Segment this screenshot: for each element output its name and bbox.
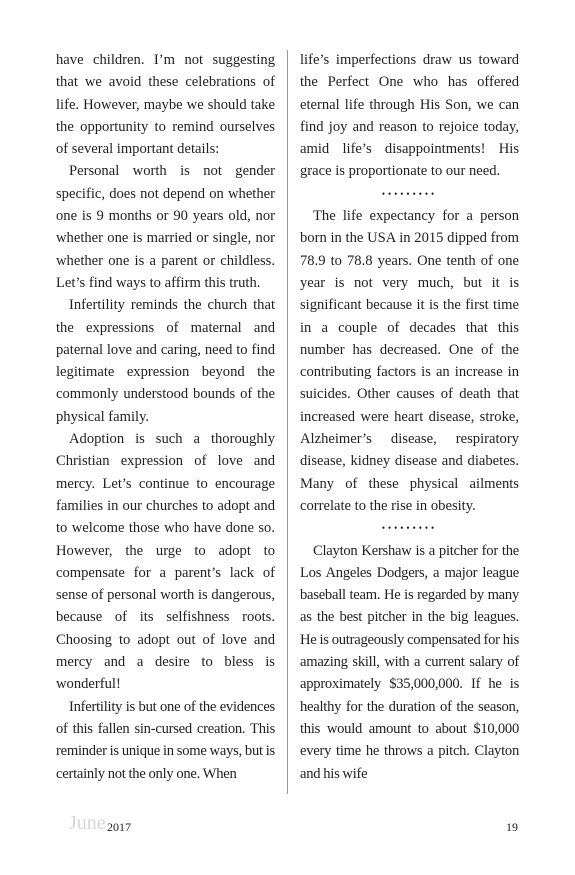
right-column [300,49,519,785]
paragraph: Infertility reminds the church that the expressions of maternal and paternal love and caring, need to find legitimate expression beyond the commonly understood bounds of the physical family. [56,297,275,425]
paragraph: Infertility is but one of the evidences of this fallen sin-cursed creation. This reminder is unique in some ways, but is certainly not the only one. When [56,698,275,782]
paragraph: The life expectancy for a person born in the USA in 2015 dipped from 78.9 to 78.8 years. One tenth of one year is not very much, but it is significant because it is the first time in a couple of decades that this number has decreased. One of the contributing factors is an increase in suicides. Other causes of death that increased were heart disease, stroke, Alzheimer’s disease, respiratory disease, kidney disease and diabetes. Many of these physical ailments correlate to the rise in obesity. [300,208,519,514]
footer-year: 2017 [107,820,131,834]
section-separator: ••••••••• [381,523,438,534]
footer-month: June [69,812,106,834]
column-divider [287,50,288,794]
paragraph: have children. I’m not suggesting that we avoid these celebrations of life. However, maybe we should take the opportunity to remind ourselves of several important details: [56,52,275,158]
page-number: 19 [506,820,518,834]
paragraph: Personal worth is not gender specific, does not depend on whether one is 9 months or 90 years old, nor whether one is married or single, nor whether one is a parent or childless. Let’s find ways to affirm this truth. [56,163,275,291]
section-separator: ••••••••• [381,188,438,199]
paragraph: Clayton Kershaw is a pitcher for the Los Angeles Dodgers, a major league baseball team. He is regarded by many as the best pitcher in the big leagues. He is outrageously compensated for his amazing skill, with a current salary of approximately $35,000,000. If he is healthy for the duration of the season, this would amount to about $10,000 every time he throws a pitch. Clayton and his wife [300,542,519,782]
left-column [56,49,275,785]
paragraph: life’s imperfections draw us toward the Perfect One who has offered eternal life through His Son, we can find joy and reason to rejoice today, amid life’s disappointments! His grace is proportionate to our need. [300,52,519,180]
paragraph: Adoption is such a thoroughly Christian expression of love and mercy. Let’s continue to encourage families in our churches to adopt and to welcome those who have done so. However, the urge to adopt to compensate for a parent’s lack of sense of personal worth is dangerous, because of its selfishness roots. Choosing to adopt out of love and mercy and a desire to bless is wonderful! [56,431,275,693]
